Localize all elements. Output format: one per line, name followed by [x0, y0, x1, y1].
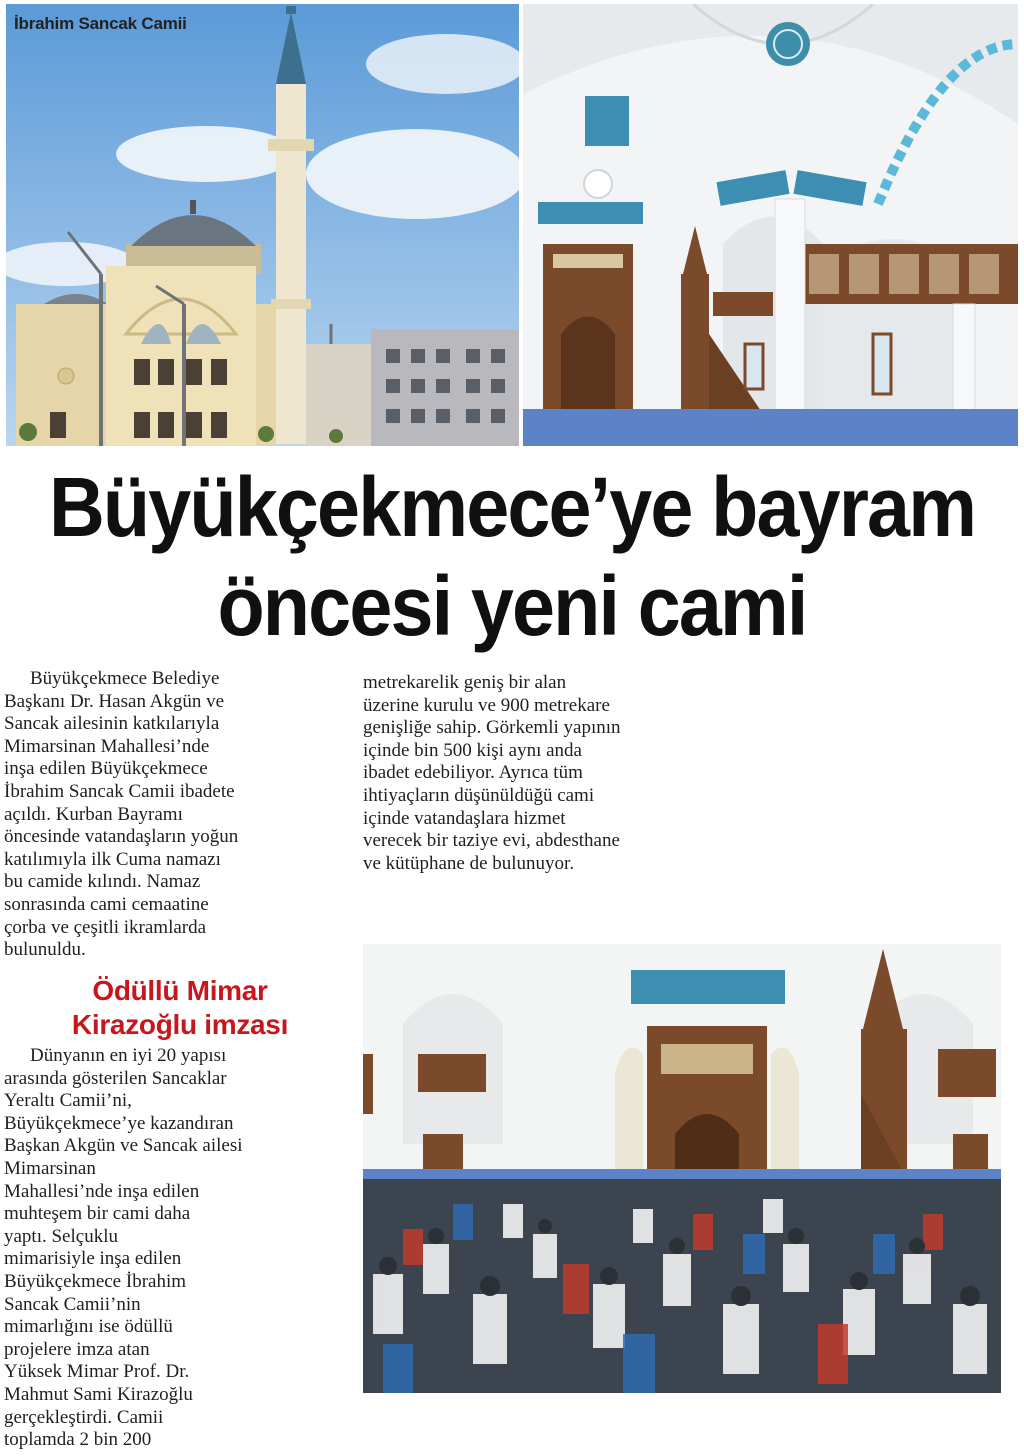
- section-subheading-line-2: Kirazoğlu imzası: [71, 1009, 289, 1040]
- text-line: Başkanı Dr. Hasan Akgün ve: [4, 690, 225, 712]
- text-line: Sancak ailesinin katkılarıyla: [4, 713, 220, 735]
- congregation-illustration: [363, 944, 1001, 1393]
- article-section-left-column: [4, 1045, 243, 1452]
- text-line: öncesinde vatandaşların yoğun: [4, 826, 239, 848]
- article-intro-left-column: [4, 668, 238, 962]
- mosque-exterior-photo: [6, 4, 519, 446]
- text-line: metrekarelik geniş bir alan: [363, 672, 567, 693]
- text-line: Büyükçekmece İbrahim: [4, 1270, 187, 1292]
- text-line: Dünyanın en iyi 20 yapısı: [30, 1045, 227, 1066]
- text-line: katılımıyla ilk Cuma namazı: [4, 848, 221, 870]
- text-line: genişliğe sahip. Görkemli yapının: [363, 717, 621, 739]
- headline-line-1: Büyükçekmece’ye bayram: [48, 460, 976, 554]
- text-line: Yüksek Mimar Prof. Dr.: [4, 1361, 190, 1383]
- text-line: Yeraltı Camii’ni,: [4, 1090, 132, 1112]
- headline-line-2: öncesi yeni cami: [217, 559, 807, 653]
- mosque-interior-photo: [523, 4, 1018, 446]
- mosque-interior-illustration: [523, 4, 1018, 446]
- text-line: mimarlığını ise ödüllü: [4, 1316, 173, 1338]
- text-line: Büyükçekmece Belediye: [30, 668, 220, 689]
- text-line: Büyükçekmece’ye kazandıran: [4, 1112, 234, 1134]
- text-line: açıldı. Kurban Bayramı: [4, 803, 183, 825]
- text-line: çorba ve çeşitli ikramlarda: [4, 916, 207, 938]
- text-line: muhteşem bir cami daha: [4, 1203, 191, 1225]
- text-line: bulunuldu.: [4, 939, 86, 961]
- text-line: Sancak Camii’nin: [4, 1293, 141, 1315]
- text-line: ihtiyaçların düşünüldüğü cami: [363, 784, 595, 806]
- text-line: içinde bin 500 kişi aynı anda: [363, 739, 582, 761]
- text-line: Mahmut Sami Kirazoğlu: [4, 1383, 193, 1405]
- text-line: toplamda 2 bin 200: [4, 1429, 152, 1451]
- text-line: İbrahim Sancak Camii ibadete: [4, 780, 235, 802]
- text-line: sonrasında cami cemaatine: [4, 893, 209, 915]
- photo-caption: İbrahim Sancak Camii: [14, 14, 187, 33]
- text-line: bu camide kılındı. Namaz: [4, 871, 201, 893]
- text-line: Mahallesi’nde inşa edilen: [4, 1180, 200, 1202]
- section-subheading-line-1: Ödüllü Mimar: [92, 975, 268, 1006]
- text-line: Başkan Akgün ve Sancak ailesi: [4, 1135, 243, 1157]
- text-line: Mimarsinan: [4, 1157, 96, 1179]
- text-line: üzerine kurulu ve 900 metrekare: [363, 694, 610, 716]
- text-line: Mimarsinan Mahallesi’nde: [4, 735, 210, 757]
- article-intro-right-column: [363, 672, 621, 875]
- text-line: ibadet edebiliyor. Ayrıca tüm: [363, 762, 583, 784]
- text-line: mimarisiyle inşa edilen: [4, 1248, 182, 1270]
- text-line: yaptı. Selçuklu: [4, 1225, 118, 1247]
- mosque-exterior-illustration: [6, 4, 519, 446]
- text-line: projelere imza atan: [4, 1338, 150, 1360]
- text-line: verecek bir taziye evi, abdesthane: [363, 830, 620, 852]
- text-line: inşa edilen Büyükçekmece: [4, 758, 208, 780]
- text-line: arasında gösterilen Sancaklar: [4, 1067, 227, 1089]
- text-line: içinde vatandaşlara hizmet: [363, 807, 566, 829]
- congregation-prayer-photo: [363, 944, 1001, 1393]
- text-line: gerçekleştirdi. Camii: [4, 1406, 164, 1428]
- text-line: ve kütüphane de bulunuyor.: [363, 852, 575, 874]
